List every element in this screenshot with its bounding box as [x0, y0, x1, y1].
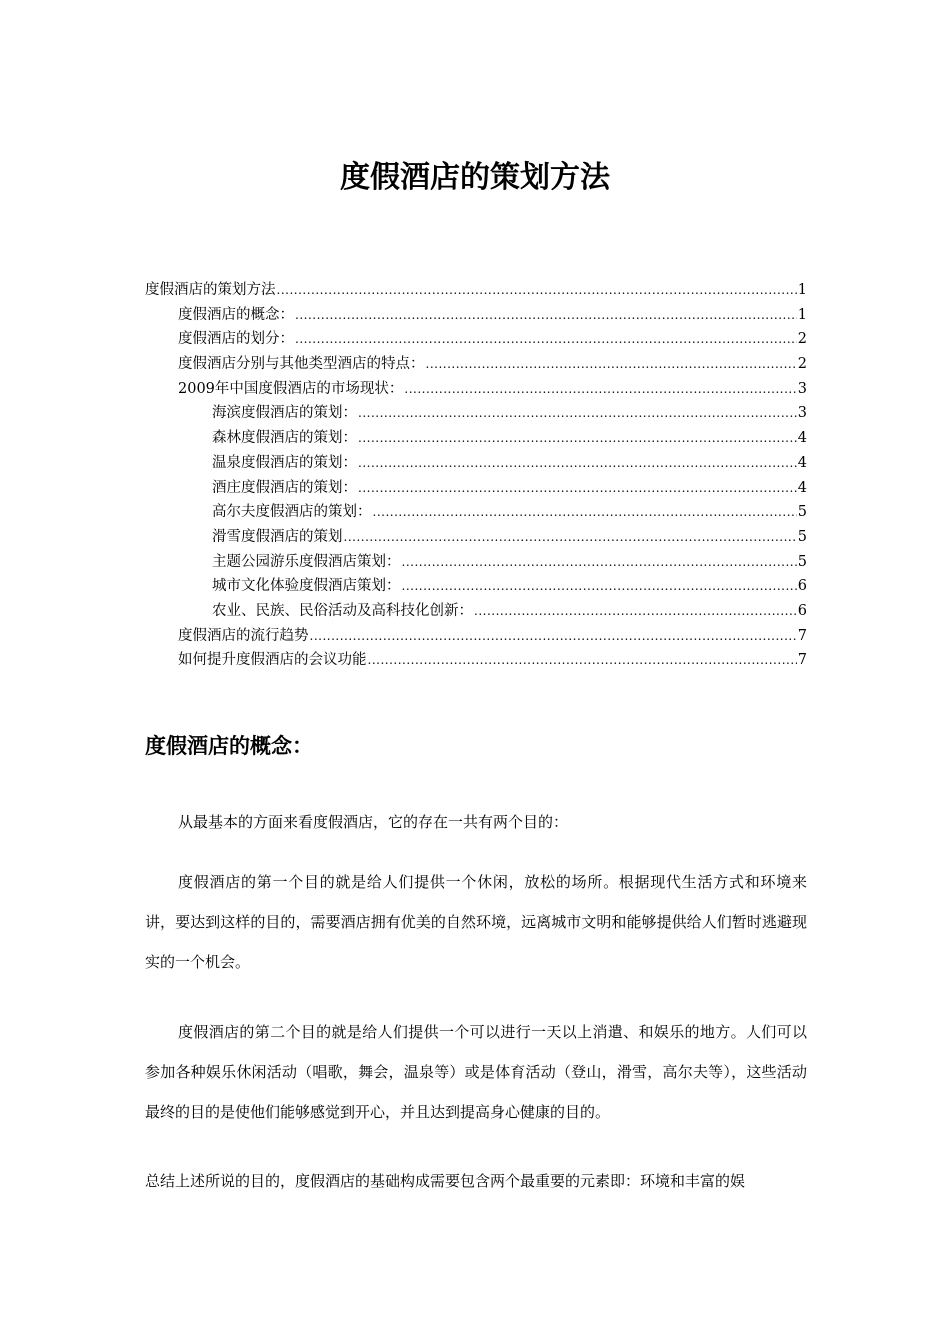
toc-entry-label: 主题公园游乐度假酒店策划：	[212, 553, 401, 570]
toc-dot-leader	[426, 352, 797, 377]
toc-entry-label: 海滨度假酒店的策划：	[212, 405, 357, 422]
toc-entry-label: 温泉度假酒店的策划：	[212, 454, 357, 471]
toc-entry[interactable]	[145, 599, 807, 624]
toc-entry[interactable]	[145, 401, 807, 426]
paragraph-summary: 总结上述所说的目的，度假酒店的基础构成需要包含两个最重要的元素即：环境和丰富的娱	[145, 1172, 746, 1190]
toc-dot-leader	[358, 451, 797, 476]
toc-entry-label: 酒庄度假酒店的策划：	[212, 479, 357, 496]
toc-dot-leader	[402, 574, 797, 599]
toc-entry-label: 滑雪度假酒店的策划	[212, 528, 343, 545]
toc-dot-leader	[344, 525, 797, 550]
toc-entry[interactable]	[145, 624, 807, 649]
toc-entry[interactable]	[145, 476, 807, 501]
toc-entry-label: 度假酒店的策划方法	[145, 282, 276, 298]
toc-entry-page-number: 7	[797, 652, 807, 669]
toc-entry-page-number: 5	[797, 553, 807, 570]
toc-entry[interactable]	[145, 426, 807, 451]
toc-dot-leader	[368, 648, 797, 673]
toc-entry-page-number: 4	[797, 430, 807, 447]
toc-dot-leader	[358, 401, 797, 426]
toc-entry-label: 城市文化体验度假酒店策划：	[212, 578, 401, 595]
toc-entry-page-number: 4	[797, 454, 807, 471]
toc-dot-leader	[373, 500, 797, 525]
paragraph-second-purpose: 度假酒店的第二个目的就是给人们提供一个可以进行一天以上消遣、和娱乐的地方。人们可以参加各种娱乐休闲活动（唱歌，舞会，温泉等）或是体育活动（登山，滑雪，高尔夫等），这些活动最终的目的是使他们能够感觉到开心，并且达到提高身心健康的目的。	[145, 1023, 807, 1121]
section-heading: 度假酒店的概念：	[145, 734, 313, 758]
toc-entry[interactable]	[145, 352, 807, 377]
toc-entry-label: 度假酒店的划分：	[178, 331, 294, 348]
toc-entry-label: 度假酒店的概念：	[178, 306, 294, 323]
toc-entry-page-number: 4	[797, 479, 807, 496]
toc-entry-page-number: 1	[797, 282, 807, 298]
toc-dot-leader	[295, 303, 797, 328]
toc-dot-leader	[404, 377, 796, 402]
toc-entry-page-number: 6	[797, 578, 807, 595]
toc-entry-label: 如何提升度假酒店的会议功能	[178, 652, 367, 669]
toc-entry-page-number: 6	[797, 602, 807, 619]
toc-entry-label: 农业、民族、民俗活动及高科技化创新：	[212, 602, 473, 619]
toc-entry[interactable]	[145, 327, 807, 352]
toc-entry[interactable]	[145, 451, 807, 476]
toc-entry-page-number: 2	[797, 356, 807, 373]
toc-dot-leader	[295, 327, 797, 352]
toc-entry[interactable]	[145, 550, 807, 575]
toc-entry-page-number: 3	[797, 380, 807, 397]
toc-entry-page-number: 2	[797, 331, 807, 348]
toc-dot-leader	[358, 476, 797, 501]
paragraph-first-purpose: 度假酒店的第一个目的就是给人们提供一个休闲，放松的场所。根据现代生活方式和环境来讲，要达到这样的目的，需要酒店拥有优美的自然环境，远离城市文明和能够提供给人们暂时逃避现实的一个机会。	[145, 873, 807, 971]
toc-dot-leader	[358, 426, 797, 451]
toc-entry-page-number: 5	[797, 528, 807, 545]
toc-dot-leader	[474, 599, 797, 624]
toc-entry-label: 森林度假酒店的策划：	[212, 430, 357, 447]
toc-entry-label: 高尔夫度假酒店的策划：	[212, 504, 372, 521]
toc-entry-page-number: 3	[797, 405, 807, 422]
toc-dot-leader	[310, 624, 797, 649]
document-title: 度假酒店的策划方法	[340, 160, 610, 195]
toc-entry-label: 度假酒店的流行趋势	[178, 627, 309, 644]
toc-entry[interactable]	[145, 574, 807, 599]
toc-entry[interactable]	[145, 648, 807, 673]
toc-dot-leader	[277, 278, 797, 303]
toc-entry[interactable]	[145, 377, 807, 402]
paragraph-intro: 从最基本的方面来看度假酒店，它的存在一共有两个目的：	[178, 813, 569, 831]
toc-entry-page-number: 7	[797, 627, 807, 644]
toc-entry[interactable]	[145, 525, 807, 550]
toc-entry[interactable]	[145, 303, 807, 328]
toc-entry[interactable]	[145, 278, 807, 303]
toc-entry-label: 度假酒店分别与其他类型酒店的特点：	[178, 356, 425, 373]
toc-entry-page-number: 5	[797, 504, 807, 521]
toc-entry[interactable]	[145, 500, 807, 525]
toc-entry-label: 2009年中国度假酒店的市场现状：	[178, 380, 404, 397]
toc-entry-page-number: 1	[797, 306, 807, 323]
toc-dot-leader	[402, 550, 797, 575]
table-of-contents	[145, 278, 807, 673]
